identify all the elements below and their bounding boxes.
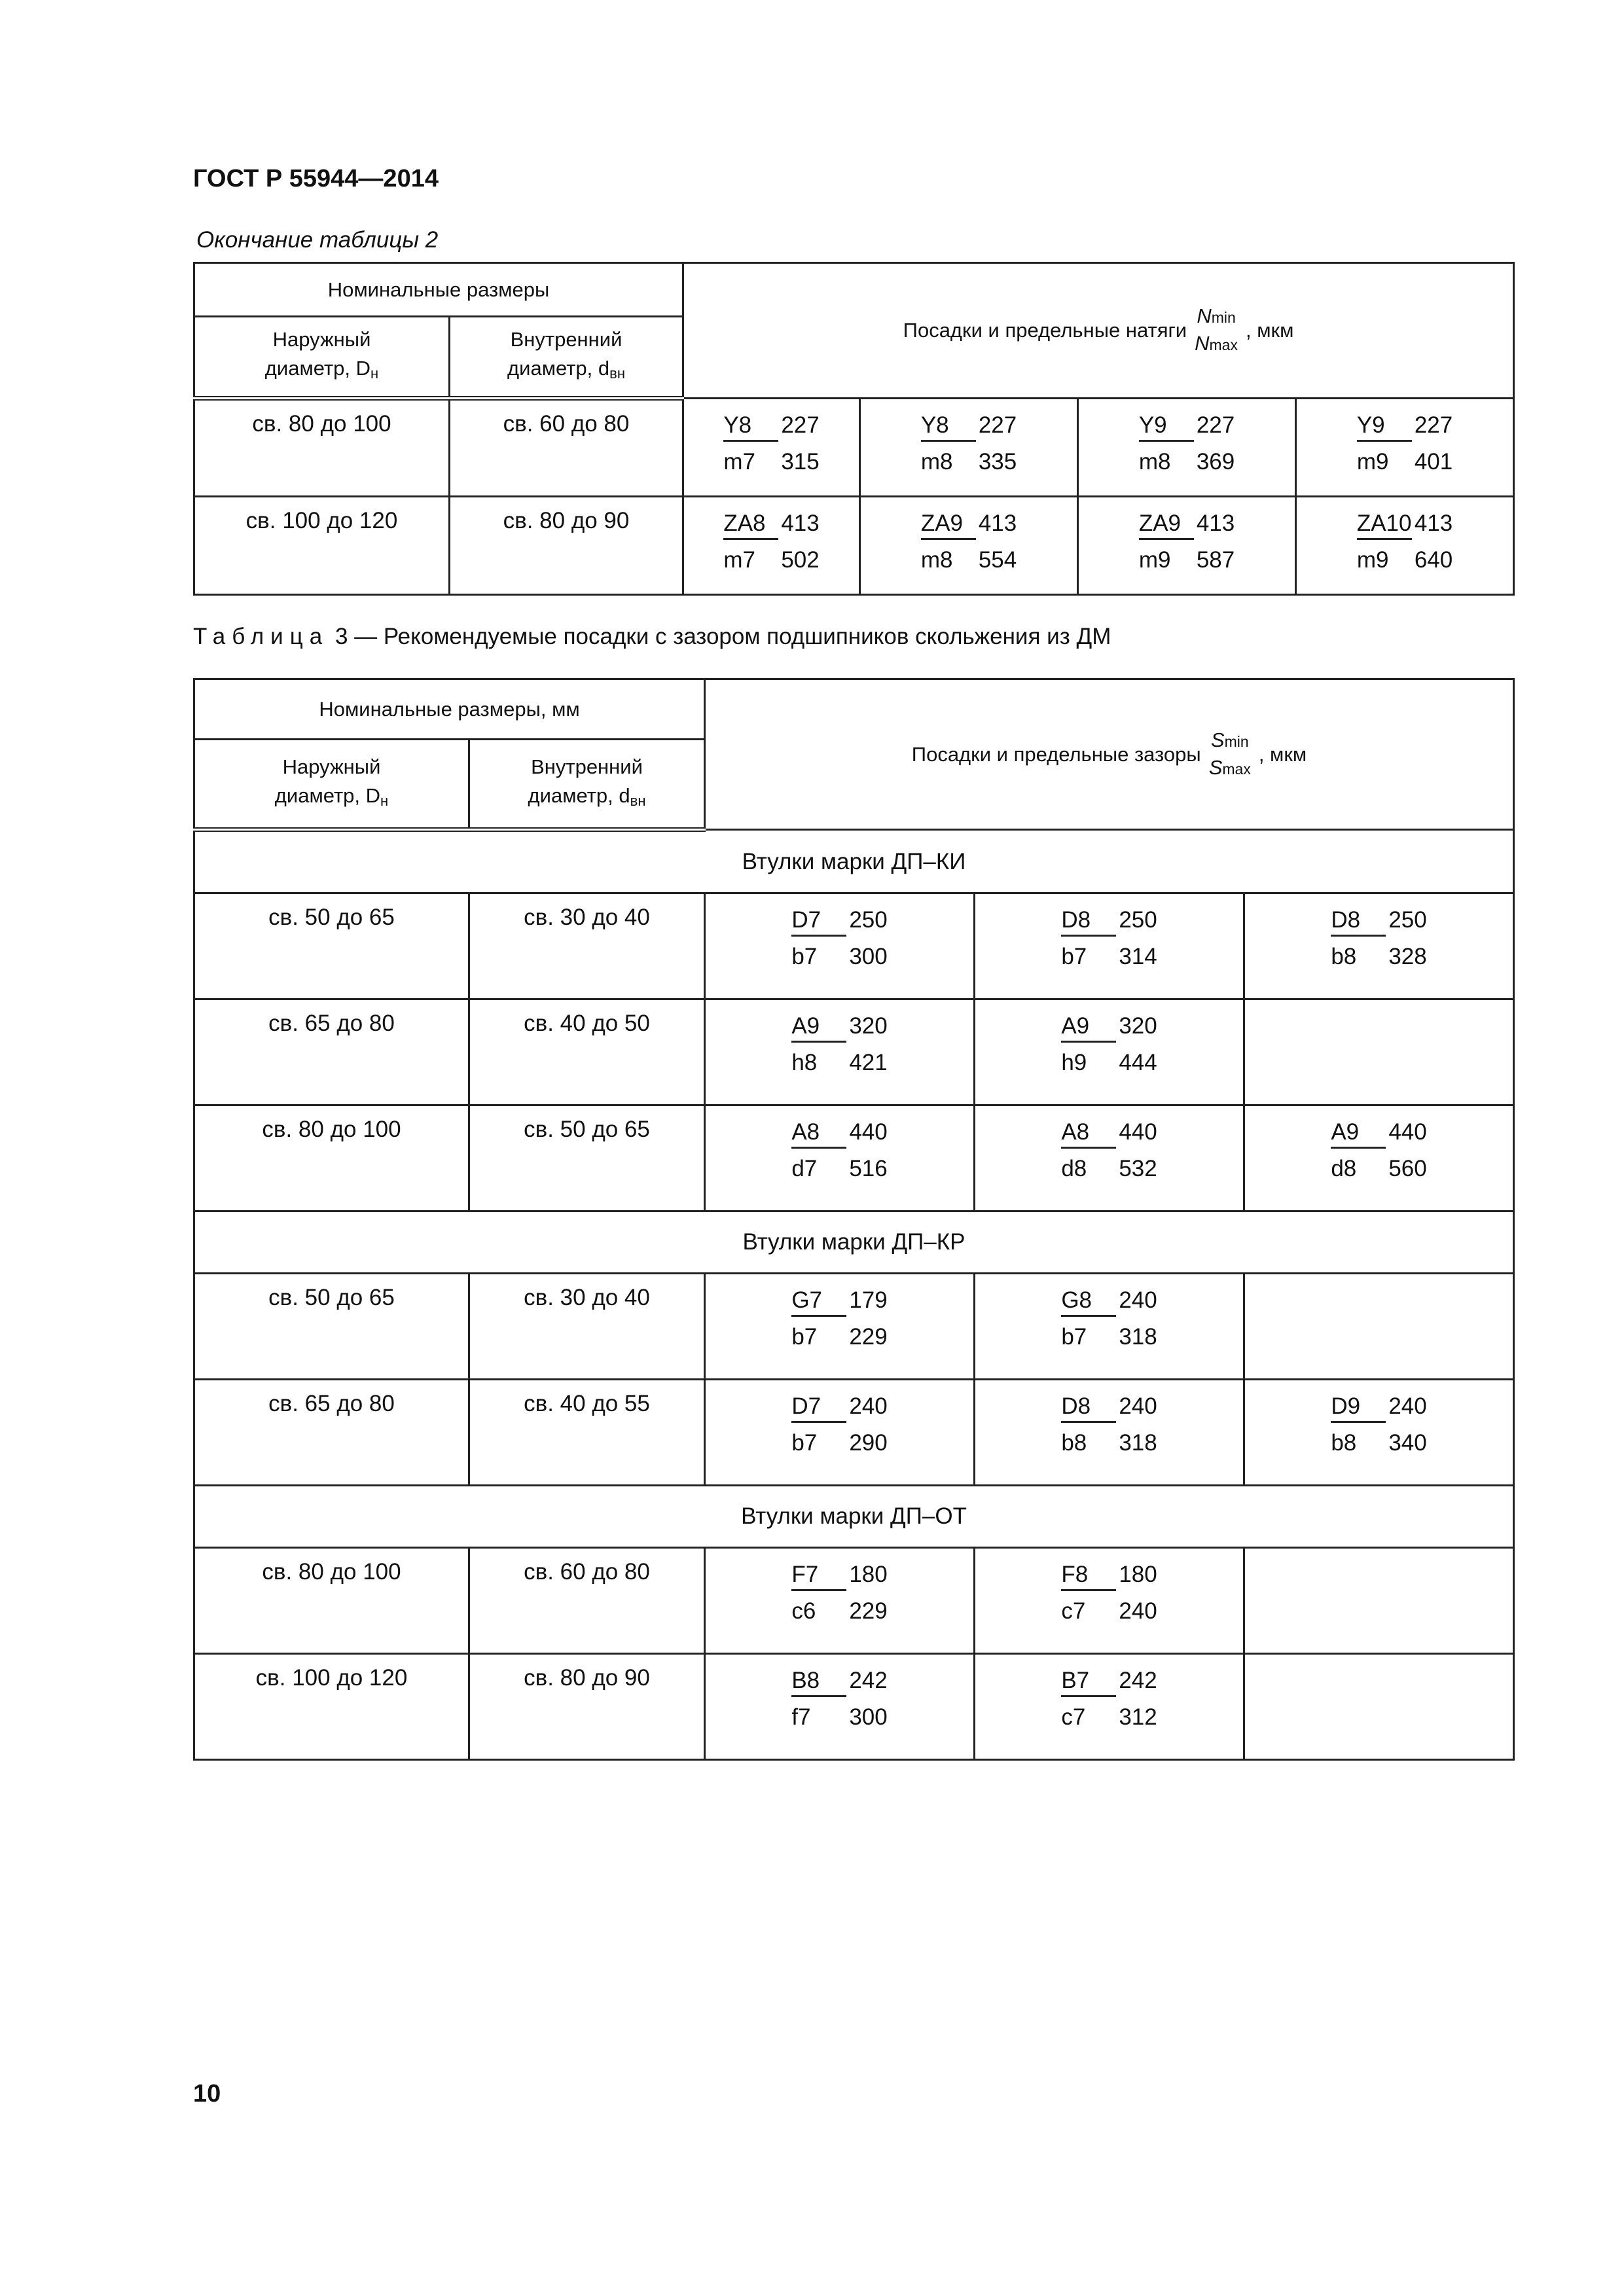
fit-bottom-line	[791, 1429, 887, 1465]
fit-max-value: 328	[1388, 944, 1427, 969]
group-title: Втулки марки ДП–КР	[194, 1211, 1514, 1274]
fit-fraction	[1139, 509, 1235, 583]
fit-max-value: 315	[781, 449, 820, 475]
fit-fraction	[1331, 1118, 1426, 1191]
fit-hole: A9	[1061, 1012, 1116, 1043]
fit-fraction	[791, 1560, 887, 1634]
fit-hole: D7	[791, 906, 846, 937]
fit-hole: ZA8	[723, 509, 778, 540]
fit-bottom-line	[1357, 448, 1453, 484]
fit-min-value: 440	[1119, 1119, 1157, 1145]
fit-top-line	[1331, 906, 1426, 942]
inner-diameter-cell	[450, 497, 683, 595]
fit-top-line	[1061, 1560, 1157, 1597]
fit-min-value: 179	[849, 1287, 888, 1313]
t3-ratio-bottom-sub: max	[1222, 760, 1251, 778]
fit-cell	[1078, 497, 1296, 595]
fit-bottom-line	[1061, 1429, 1157, 1465]
fit-hole: G8	[1061, 1286, 1116, 1317]
fit-cell	[705, 893, 975, 999]
fit-max-value: 587	[1196, 547, 1235, 573]
table-row	[194, 1380, 1514, 1486]
fit-min-value: 227	[1414, 412, 1453, 438]
fit-top-line	[1061, 1286, 1157, 1323]
fit-shaft: m7	[723, 449, 755, 475]
inner-diameter-cell-text: св. 80 до 90	[503, 508, 630, 533]
outer-diameter-cell	[194, 1105, 469, 1211]
fit-shaft: b8	[1331, 1430, 1357, 1456]
fit-bottom-line	[1061, 1155, 1157, 1191]
fit-bottom-line	[1357, 546, 1453, 583]
fit-min-value: 440	[1388, 1119, 1427, 1145]
fit-bottom-line	[1061, 1703, 1157, 1740]
table-row	[194, 1274, 1514, 1380]
fit-bottom-line	[921, 448, 1017, 484]
fit-shaft: b8	[1331, 944, 1357, 969]
fit-shaft: h9	[1061, 1050, 1087, 1075]
fit-bottom-line	[1331, 1429, 1426, 1465]
fit-bottom-line	[791, 1703, 887, 1740]
t3-ratio-top-sub: min	[1224, 732, 1249, 750]
outer-diameter-cell	[194, 1274, 469, 1380]
fit-max-value: 314	[1119, 944, 1157, 969]
outer-diameter-cell-text: св. 65 до 80	[268, 1011, 395, 1036]
fit-max-value: 560	[1388, 1156, 1427, 1181]
fit-top-line	[921, 411, 1017, 448]
fit-cell	[1078, 399, 1296, 497]
fit-max-value: 312	[1119, 1704, 1157, 1730]
fit-min-value: 180	[849, 1562, 888, 1587]
fit-shaft: m9	[1138, 547, 1171, 573]
fit-shaft: m9	[1356, 547, 1389, 573]
fit-fraction	[1061, 906, 1157, 979]
fit-min-value: 240	[1388, 1393, 1427, 1419]
fit-min-value: 250	[849, 907, 888, 933]
fit-min-value: 242	[849, 1668, 888, 1693]
fit-cell	[1244, 893, 1514, 999]
t2-ratio-bottom: N	[1195, 332, 1210, 355]
fit-hole: D8	[1331, 906, 1386, 937]
fit-cell	[1296, 497, 1514, 595]
fit-min-value: 320	[1119, 1013, 1157, 1039]
fit-max-value: 516	[849, 1156, 888, 1181]
table-row	[194, 893, 1514, 999]
fit-shaft: b7	[791, 1430, 818, 1456]
outer-diameter-cell-text: св. 50 до 65	[268, 905, 395, 930]
fit-top-line	[1331, 1118, 1426, 1155]
t3-outer-sub: н	[380, 792, 389, 809]
fit-fraction	[1357, 509, 1453, 583]
fit-cell	[705, 1380, 975, 1486]
fit-hole: A8	[1061, 1118, 1116, 1149]
fit-min-value: 320	[849, 1013, 888, 1039]
inner-diameter-cell	[469, 999, 705, 1105]
inner-diameter-cell-text: св. 80 до 90	[524, 1665, 650, 1691]
fit-cell	[975, 893, 1244, 999]
fit-max-value: 401	[1414, 449, 1453, 475]
group-title: Втулки марки ДП–ОТ	[194, 1486, 1514, 1548]
fit-min-value: 250	[1388, 907, 1427, 933]
t2-inner-l2: диаметр, d	[507, 357, 610, 380]
fit-max-value: 554	[978, 547, 1017, 573]
fit-shaft: m8	[920, 547, 953, 573]
t2-outer-header	[194, 317, 450, 399]
fit-shaft: b7	[1061, 944, 1087, 969]
table-row	[194, 399, 1514, 497]
fit-cell	[975, 1380, 1244, 1486]
outer-diameter-cell-text: св. 80 до 100	[262, 1559, 401, 1585]
t3-nominal-header: Номинальные размеры, мм	[194, 679, 705, 740]
fit-fraction	[791, 1666, 887, 1740]
fit-max-value: 340	[1388, 1430, 1427, 1456]
fit-fraction	[723, 509, 819, 583]
fit-shaft: m9	[1356, 449, 1389, 475]
document-header: ГОСТ Р 55944—2014	[193, 165, 439, 192]
fit-hole: A8	[791, 1118, 846, 1149]
fit-hole: Y9	[1139, 411, 1194, 442]
fit-fraction	[791, 1012, 887, 1085]
fit-shaft: b7	[791, 944, 818, 969]
fit-top-line	[723, 411, 819, 448]
fit-top-line	[1061, 1392, 1157, 1429]
fit-bottom-line	[921, 546, 1017, 583]
empty-fit-cell	[1244, 1654, 1514, 1760]
inner-diameter-cell-text: св. 40 до 50	[524, 1011, 650, 1036]
inner-diameter-cell	[469, 1105, 705, 1211]
t2-ratio	[1195, 303, 1238, 358]
fit-fraction	[791, 1392, 887, 1465]
fit-max-value: 532	[1119, 1156, 1157, 1181]
fit-cell	[705, 999, 975, 1105]
outer-diameter-cell-text: св. 65 до 80	[268, 1391, 395, 1416]
inner-diameter-cell-text: св. 60 до 80	[503, 411, 630, 437]
fit-hole: D8	[1061, 1392, 1116, 1423]
table2-caption: Окончание таблицы 2	[196, 227, 439, 253]
fit-hole: ZA9	[1139, 509, 1194, 540]
t3-ratio-bottom: S	[1208, 755, 1223, 779]
fit-fraction	[1331, 906, 1426, 979]
group-row	[194, 1211, 1514, 1274]
fit-hole: D8	[1061, 906, 1116, 937]
t2-nominal-header: Номинальные размеры	[194, 263, 683, 317]
fit-max-value: 369	[1196, 449, 1235, 475]
t3-outer-l1: Наружный	[282, 755, 381, 778]
table-2-continued	[193, 262, 1515, 596]
fit-shaft: c7	[1061, 1704, 1086, 1730]
inner-diameter-cell-text: св. 40 до 55	[524, 1391, 650, 1416]
outer-diameter-cell	[194, 1654, 469, 1760]
fit-top-line	[921, 509, 1017, 546]
t3-ratio-top: S	[1210, 728, 1225, 751]
fit-cell	[683, 497, 860, 595]
fit-bottom-line	[723, 448, 819, 484]
fit-bottom-line	[791, 942, 887, 979]
fit-bottom-line	[1139, 546, 1235, 583]
fit-min-value: 413	[781, 511, 820, 536]
fit-hole: A9	[791, 1012, 846, 1043]
fit-cell	[975, 1105, 1244, 1211]
fit-fraction	[1061, 1560, 1157, 1634]
inner-diameter-cell	[469, 1548, 705, 1654]
fit-shaft: b8	[1061, 1430, 1087, 1456]
fit-fraction	[921, 411, 1017, 484]
fit-cell	[860, 497, 1078, 595]
fit-max-value: 318	[1119, 1324, 1157, 1350]
t2-ratio-top: N	[1197, 304, 1212, 327]
inner-diameter-cell	[469, 1380, 705, 1486]
fit-top-line	[791, 1392, 887, 1429]
fit-min-value: 250	[1119, 907, 1157, 933]
fit-top-line	[1357, 509, 1453, 546]
fit-min-value: 240	[1119, 1393, 1157, 1419]
t2-unit: , мкм	[1245, 319, 1294, 342]
table-row	[194, 497, 1514, 595]
fit-cell	[860, 399, 1078, 497]
fit-max-value: 318	[1119, 1430, 1157, 1456]
fit-fraction	[723, 411, 819, 484]
fit-hole: G7	[791, 1286, 846, 1317]
fit-hole: Y8	[723, 411, 778, 442]
group-row	[194, 830, 1514, 893]
empty-fit-cell	[1244, 1548, 1514, 1654]
t3-inner-sub: вн	[630, 792, 646, 809]
fit-max-value: 240	[1119, 1598, 1157, 1624]
table-row	[194, 999, 1514, 1105]
table3-caption-text: 3 — Рекомендуемые посадки с зазором подшипников скольжения из ДМ	[329, 624, 1111, 649]
fit-bottom-line	[791, 1155, 887, 1191]
fit-top-line	[1357, 411, 1453, 448]
fit-fraction	[1061, 1666, 1157, 1740]
fit-bottom-line	[1061, 1323, 1157, 1359]
table3-caption	[193, 624, 1111, 650]
fit-max-value: 290	[849, 1430, 888, 1456]
outer-diameter-cell-text: св. 100 до 120	[245, 508, 398, 533]
fit-shaft: f7	[791, 1704, 811, 1730]
fit-top-line	[1061, 1666, 1157, 1703]
fit-cell	[975, 1654, 1244, 1760]
fit-min-value: 413	[1414, 511, 1453, 536]
empty-fit-cell	[1244, 999, 1514, 1105]
fit-bottom-line	[1331, 1155, 1426, 1191]
t2-inner-sub: вн	[609, 365, 625, 382]
inner-diameter-cell-text: св. 50 до 65	[524, 1117, 650, 1142]
fit-max-value: 300	[849, 1704, 888, 1730]
group-title: Втулки марки ДП–КИ	[194, 830, 1514, 893]
fit-cell	[1244, 1105, 1514, 1211]
fit-shaft: c7	[1061, 1598, 1086, 1624]
fit-hole: Y9	[1357, 411, 1412, 442]
fit-min-value: 242	[1119, 1668, 1157, 1693]
fit-shaft: b7	[791, 1324, 818, 1350]
fit-bottom-line	[1061, 942, 1157, 979]
t3-outer-header	[194, 740, 469, 830]
fit-max-value: 502	[781, 547, 820, 573]
fit-fraction	[1061, 1286, 1157, 1359]
t3-inner-l2: диаметр, d	[528, 783, 630, 807]
fit-top-line	[1139, 509, 1235, 546]
fit-fraction	[1061, 1012, 1157, 1085]
fit-min-value: 227	[1196, 412, 1235, 438]
t3-inner-header	[469, 740, 705, 830]
inner-diameter-cell	[450, 399, 683, 497]
t3-inner-l1: Внутренний	[531, 755, 643, 778]
fit-cell	[705, 1274, 975, 1380]
outer-diameter-cell	[194, 1380, 469, 1486]
t3-fits-header	[705, 679, 1514, 830]
fit-bottom-line	[1331, 942, 1426, 979]
group-row	[194, 1486, 1514, 1548]
fit-fraction	[1061, 1118, 1157, 1191]
fit-fraction	[921, 509, 1017, 583]
table-row	[194, 1548, 1514, 1654]
fit-min-value: 227	[781, 412, 820, 438]
fit-cell	[975, 999, 1244, 1105]
t2-outer-l2: диаметр, D	[264, 357, 371, 380]
fit-hole: D9	[1331, 1392, 1386, 1423]
outer-diameter-cell-text: св. 50 до 65	[268, 1285, 395, 1310]
outer-diameter-cell	[194, 399, 450, 497]
inner-diameter-cell-text: св. 30 до 40	[524, 1285, 650, 1310]
t2-fits-header	[683, 263, 1514, 399]
table-row	[194, 1105, 1514, 1211]
fit-shaft: m8	[920, 449, 953, 475]
fit-shaft: m7	[723, 547, 755, 573]
t3-fits-label: Посадки и предельные зазоры	[911, 742, 1201, 766]
fit-cell	[975, 1548, 1244, 1654]
fit-top-line	[791, 1560, 887, 1597]
fit-min-value: 240	[1119, 1287, 1157, 1313]
fit-cell	[975, 1274, 1244, 1380]
fit-cell	[705, 1654, 975, 1760]
outer-diameter-cell-text: св. 80 до 100	[262, 1117, 401, 1142]
inner-diameter-cell-text: св. 60 до 80	[524, 1559, 650, 1585]
fit-max-value: 444	[1119, 1050, 1157, 1075]
fit-top-line	[791, 906, 887, 942]
fit-shaft: c6	[791, 1598, 816, 1624]
inner-diameter-cell	[469, 1654, 705, 1760]
fit-shaft: d8	[1331, 1156, 1357, 1181]
empty-fit-cell	[1244, 1274, 1514, 1380]
fit-cell	[1296, 399, 1514, 497]
fit-max-value: 335	[978, 449, 1017, 475]
t3-unit: , мкм	[1258, 742, 1307, 766]
fit-fraction	[791, 906, 887, 979]
fit-shaft: m8	[1138, 449, 1171, 475]
fit-min-value: 240	[849, 1393, 888, 1419]
table-3	[193, 678, 1515, 1761]
fit-max-value: 229	[849, 1598, 888, 1624]
fit-top-line	[791, 1012, 887, 1049]
t2-outer-sub: н	[370, 365, 379, 382]
t2-inner-header	[450, 317, 683, 399]
t2-ratio-top-sub: min	[1211, 309, 1236, 326]
fit-top-line	[791, 1666, 887, 1703]
fit-fraction	[1331, 1392, 1426, 1465]
fit-hole: D7	[791, 1392, 846, 1423]
fit-top-line	[723, 509, 819, 546]
fit-min-value: 413	[1196, 511, 1235, 536]
fit-fraction	[1061, 1392, 1157, 1465]
fit-hole: ZA10	[1357, 509, 1412, 540]
inner-diameter-cell	[469, 1274, 705, 1380]
fit-min-value: 227	[978, 412, 1017, 438]
fit-hole: F7	[791, 1560, 846, 1591]
fit-cell	[705, 1548, 975, 1654]
fit-max-value: 421	[849, 1050, 888, 1075]
t2-ratio-bottom-sub: max	[1209, 336, 1238, 353]
t3-ratio	[1209, 727, 1251, 782]
fit-bottom-line	[723, 546, 819, 583]
fit-min-value: 180	[1119, 1562, 1157, 1587]
fit-hole: A9	[1331, 1118, 1386, 1149]
outer-diameter-cell	[194, 497, 450, 595]
fit-shaft: d8	[1061, 1156, 1087, 1181]
table-row	[194, 1654, 1514, 1760]
outer-diameter-cell-text: св. 100 до 120	[255, 1665, 408, 1691]
fit-min-value: 440	[849, 1119, 888, 1145]
fit-fraction	[1139, 411, 1235, 484]
fit-bottom-line	[791, 1049, 887, 1085]
fit-max-value: 640	[1414, 547, 1453, 573]
fit-fraction	[791, 1118, 887, 1191]
fit-bottom-line	[791, 1597, 887, 1634]
fit-top-line	[1061, 1012, 1157, 1049]
fit-cell	[705, 1105, 975, 1211]
outer-diameter-cell	[194, 893, 469, 999]
outer-diameter-cell-text: св. 80 до 100	[252, 411, 391, 437]
fit-hole: F8	[1061, 1560, 1116, 1591]
fit-hole: Y8	[921, 411, 976, 442]
fit-bottom-line	[1061, 1049, 1157, 1085]
fit-top-line	[1331, 1392, 1426, 1429]
fit-hole: B8	[791, 1666, 846, 1697]
fit-cell	[683, 399, 860, 497]
outer-diameter-cell	[194, 999, 469, 1105]
fit-bottom-line	[1061, 1597, 1157, 1634]
outer-diameter-cell	[194, 1548, 469, 1654]
fit-max-value: 229	[849, 1324, 888, 1350]
fit-shaft: h8	[791, 1050, 818, 1075]
fit-fraction	[1357, 411, 1453, 484]
t2-fits-label: Посадки и предельные натяги	[903, 319, 1187, 342]
fit-shaft: d7	[791, 1156, 818, 1181]
fit-hole: B7	[1061, 1666, 1116, 1697]
fit-hole: ZA9	[921, 509, 976, 540]
fit-top-line	[791, 1118, 887, 1155]
page-number: 10	[193, 2080, 221, 2108]
fit-shaft: b7	[1061, 1324, 1087, 1350]
fit-fraction	[791, 1286, 887, 1359]
inner-diameter-cell-text: св. 30 до 40	[524, 905, 650, 930]
fit-top-line	[1061, 906, 1157, 942]
inner-diameter-cell	[469, 893, 705, 999]
fit-cell	[1244, 1380, 1514, 1486]
t2-outer-l1: Наружный	[272, 328, 371, 351]
table3-caption-prefix: Таблица	[193, 624, 329, 649]
fit-bottom-line	[1139, 448, 1235, 484]
fit-min-value: 413	[978, 511, 1017, 536]
fit-top-line	[1139, 411, 1235, 448]
fit-top-line	[1061, 1118, 1157, 1155]
t3-outer-l2: диаметр, D	[274, 783, 381, 807]
fit-bottom-line	[791, 1323, 887, 1359]
t2-inner-l1: Внутренний	[510, 328, 623, 351]
fit-top-line	[791, 1286, 887, 1323]
fit-max-value: 300	[849, 944, 888, 969]
